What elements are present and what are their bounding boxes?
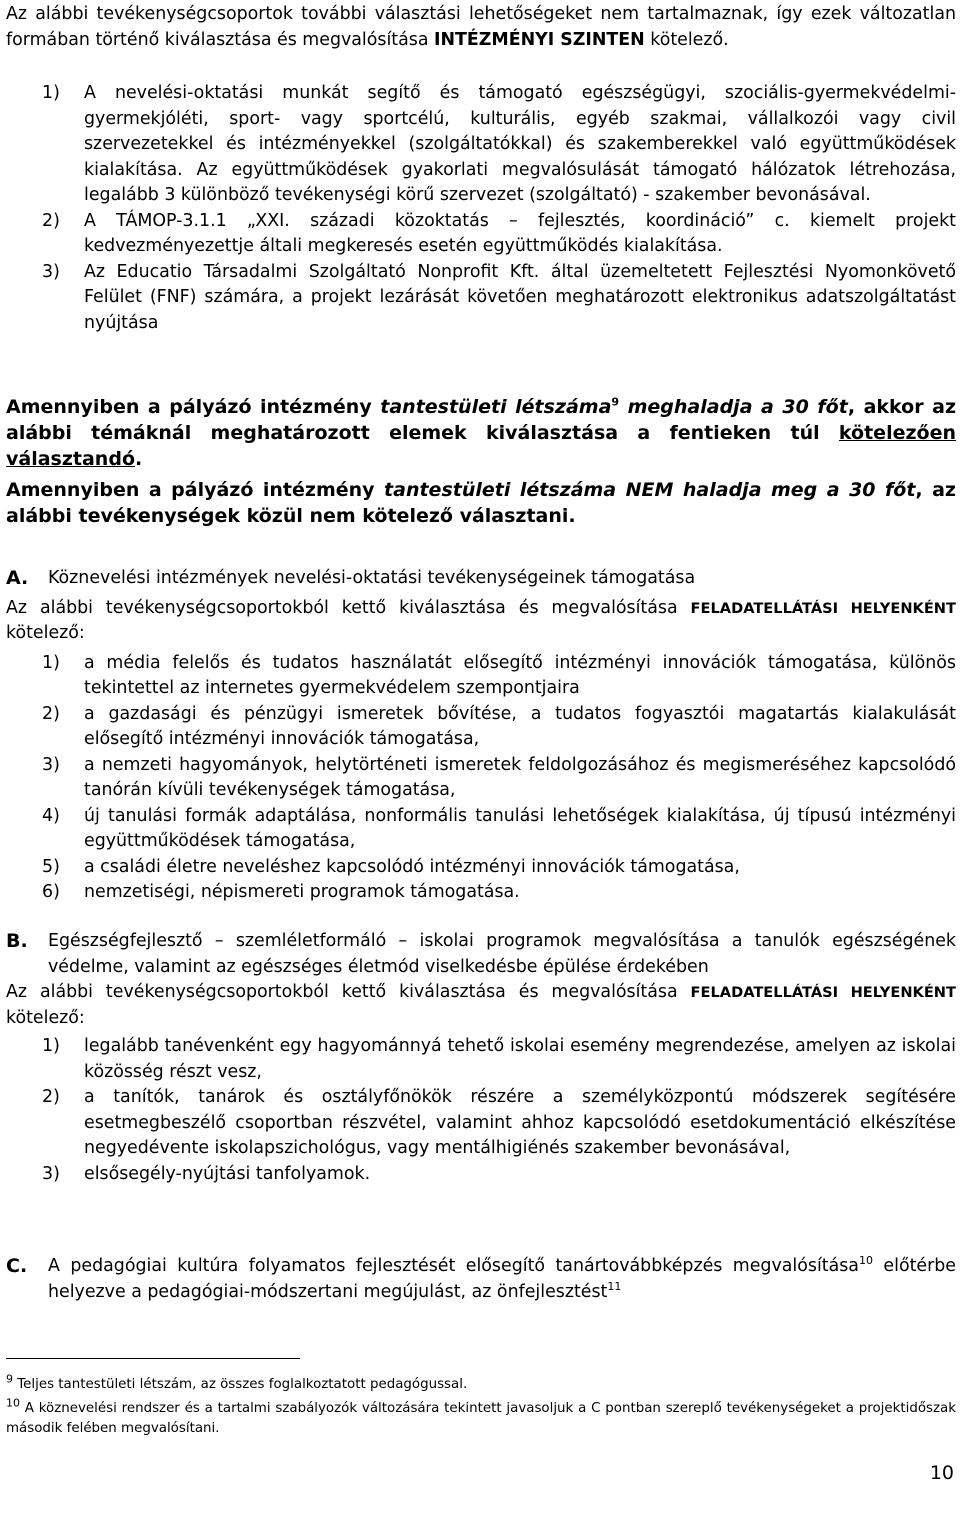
item-text: a tanítók, tanárok és osztályfőnökök részére a személyközpontú módszerek segítésére esetmegbeszélő csoportban részvétel, valamint ahhoz kapcsolódó esetdokumentáció elkészítése negyedévente iskolapszichológus, vagy mentálhigiénés szakember bevonásával, [84,1087,956,1158]
section-a-title: Köznevelési intézmények nevelési-oktatási tevékenységeinek támogatása [48,568,696,588]
section-c-text-b: előtérbe helyezve a pedagógiai-módszertani megújulást, az önfejlesztést [48,1256,956,1302]
section-a-letter: A. [6,567,29,589]
list-item [42,260,956,337]
footnote-ref-10: 10 [858,1254,873,1268]
item-text: elsősegély-nyújtási tanfolyamok. [84,1163,371,1184]
item-number: 4) [42,805,60,826]
section-a-lead-end: kötelező: [6,623,85,643]
rule2-a: Amennyiben a pályázó intézmény [6,479,385,501]
list-item [42,804,956,855]
item-number: 1) [42,652,60,673]
item-number: 1) [42,83,60,103]
item-text: nemzetiségi, népismereti programok támogatása. [84,882,520,902]
footnote-10 [6,1396,956,1439]
list-item [42,1085,956,1162]
intro-list [6,81,956,336]
rule1-a: Amennyiben a pályázó intézmény [6,396,381,418]
item-text: új tanulási formák adaptálása, nonformális tanulási lehetőségek kialakítása, új típusú intézményi együttműködések támogatása, [84,805,956,851]
section-c-text-a: A pedagógiai kultúra folyamatos fejlesztését elősegítő tanártovábbképzés megvalósítása [48,1256,859,1276]
item-text: a nemzeti hagyományok, helytörténeti ismeretek feldolgozásához és megismeréséhez kapcsolódó tanórán kívüli tevékenységek támogatása, [84,754,956,800]
item-number: 3) [42,1163,60,1184]
list-item [42,1034,956,1085]
section-c [6,1254,956,1305]
list-item [42,753,956,804]
section-a-title-row [6,566,956,592]
section-b-lead [6,980,956,1031]
item-text: legalább tanévenként egy hagyománnyá tehető iskolai esemény megrendezése, amelyen az iskolai közösség részt vesz, [84,1036,956,1082]
intro-text: Az alábbi tevékenységcsoportok további választási lehetőségeket nem tartalmaznak, így ezek változatlan formában történő kiválasztása és megvalósítása [6,4,956,50]
section-a [6,566,956,906]
section-b-lead-end: kötelező: [6,1007,85,1028]
item-number: 5) [42,856,60,877]
footnote-ref-9: 9 [611,395,620,409]
item-text: Az Educatio Társadalmi Szolgáltató Nonprofit Kft. által üzemeltetett Fejlesztési Nyomonkövető Felület (FNF) számára, a projekt lezárását követően meghatározott elektronikus adatszolgáltatást nyújtása [84,261,956,333]
rule1-d: , akkor az alábbi témáknál meghatározott elemek kiválasztása a fentieken túl [6,396,956,444]
rule-paragraph-2 [6,477,956,529]
section-a-lead-bold: FELADATELLÁTÁSI HELYENKÉNT [690,599,956,617]
section-a-lead [6,596,956,647]
list-item [42,81,956,209]
list-item [42,880,956,906]
footnotes [6,1358,956,1439]
item-number: 2) [42,1087,60,1107]
page-number: 10 [929,1462,954,1484]
item-text: A nevelési-oktatási munkát segítő és támogató egészségügyi, szociális-gyermekvédelmi-gyermekjóléti, sport- vagy sportcélú, kulturális, egyéb szakmai, vállalkozói vagy civil szervezetekkel és intézményekkel (szolgáltatókkal) és szakemberekkel való együttműködések kialakítása. Az együttműködések gyakorlati megvalósulását támogató hálózatok létrehozása, legalább 3 különböző tevékenységi körű szervezet (szolgáltató) - szakember bevonásával. [84,83,956,205]
section-a-list [6,651,956,906]
item-number: 2) [42,703,60,724]
footnote-ref-11: 11 [607,1279,622,1293]
intro-bold: INTÉZMÉNYI SZINTEN [434,29,645,50]
list-item [42,855,956,881]
rule2-b: tantestületi létszáma NEM haladja meg a 30 főt [384,479,916,501]
item-number: 1) [42,1036,60,1056]
list-item [42,702,956,753]
item-text: a média felelős és tudatos használatát elősegítő intézményi innovációk támogatása, különös tekintettel az internetes gyermekvédelem szempontjaira [84,652,956,698]
rule1-e: kötelezően választandó [6,422,956,470]
rule2-c: , az alábbi tevékenységek közül nem kötelező választani. [6,479,956,527]
rule-paragraph-1 [6,394,956,472]
rule1-f: . [135,448,143,470]
section-b-lead-text: Az alábbi tevékenységcsoportokból kettő kiválasztása és megvalósítása [6,982,691,1002]
list-item [42,651,956,702]
footnote-9 [6,1372,956,1395]
footnote-text: Teljes tantestületi létszám, az összes foglalkoztatott pedagógussal. [13,1377,468,1392]
footnote-divider [6,1358,300,1359]
section-b-list [6,1034,956,1187]
item-text: a gazdasági és pénzügyi ismeretek bővítése, a tudatos fogyasztói magatartás kialakulását elősegítő intézményi innovációk támogatása, [84,703,956,749]
section-c-row [6,1254,956,1305]
footnote-number: 10 [6,1396,20,1410]
item-text: a családi életre neveléshez kapcsolódó intézményi innovációk támogatása, [84,856,740,877]
section-b-letter: B. [6,930,28,952]
item-number: 6) [42,882,60,902]
item-number: 3) [42,261,60,282]
footnote-number: 9 [6,1372,13,1386]
list-item [42,1162,956,1188]
item-number: 3) [42,754,60,775]
rule1-b: tantestületi létszáma [380,396,612,418]
section-b [6,929,956,1187]
intro-paragraph [6,2,956,53]
rule1-c: meghaladja a 30 főt [619,396,848,418]
section-b-title-row [6,929,956,980]
section-a-lead-text: Az alábbi tevékenységcsoportokból kettő kiválasztása és megvalósítása [6,597,691,618]
section-c-letter: C. [6,1255,28,1277]
section-b-title: Egészségfejlesztő – szemléletformáló – iskolai programok megvalósítása a tanulók egészségének védelme, valamint az egészséges életmód viselkedésbe épülése érdekében [48,931,956,977]
list-item [42,209,956,260]
section-b-lead-bold: FELADATELLÁTÁSI HELYENKÉNT [690,984,956,1001]
intro-end: kötelező. [644,29,729,50]
footnote-text: A köznevelési rendszer és a tartalmi szabályozók változására tekintett javasoljuk a C pontban szereplő tevékenységeket a projektidőszak második felében megvalósítani. [6,1401,956,1436]
item-number: 2) [42,210,60,231]
item-text: A TÁMOP-3.1.1 „XXI. századi közoktatás – fejlesztés, koordináció” c. kiemelt projekt kedvezményezettje általi megkeresés esetén együttműködés kialakítása. [84,210,956,256]
